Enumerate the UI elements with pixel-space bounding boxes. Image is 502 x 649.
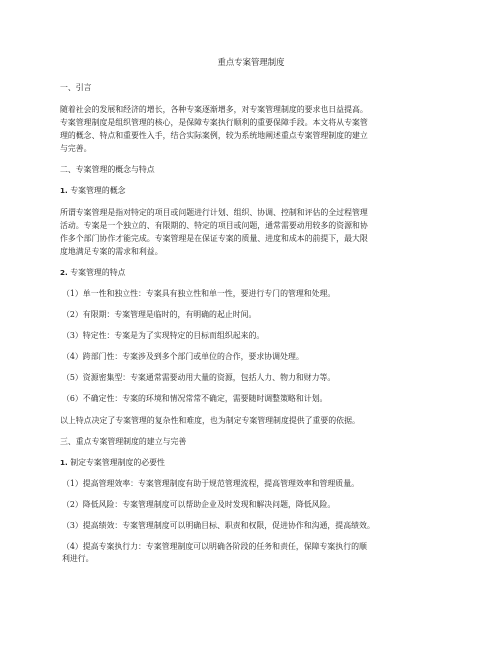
document-title: 重点专案管理制度: [217, 57, 285, 67]
intro-paragraph: [60, 103, 442, 155]
section-heading-intro: 一、引言: [60, 83, 92, 92]
list-item: [62, 372, 442, 384]
paragraph-line: 以上特点决定了专案管理的复杂性和难度，也为制定专案管理制度提供了重要的依据。: [60, 416, 360, 425]
subheading-label: 专案管理的概念: [70, 186, 126, 195]
concept-paragraph: [60, 206, 442, 258]
paragraph-line: 作多个部门协作才能完成。专案管理是在保证专案的质量、进度和成本的前提下，最大限: [60, 234, 368, 243]
subheading-label: 制定专案管理制度的必要性: [70, 458, 165, 467]
list-item: [62, 520, 442, 532]
subheading-necessity: [60, 457, 442, 469]
list-item: [62, 309, 442, 321]
paragraph-line: 所谓专案管理是指对特定的项目或问题进行计划、组织、协调、控制和评估的全过程管理: [60, 208, 368, 217]
list-item: [62, 330, 442, 342]
list-item-text: 利进行。: [62, 554, 94, 563]
list-item: [62, 478, 442, 490]
paragraph-line: 与完善。: [60, 144, 92, 153]
list-item: [62, 288, 442, 300]
paragraph-line: 专案管理制度是组织管理的核心，是保障专案执行顺利的重要保障手段。本文将从专案管: [60, 118, 368, 127]
subheading-number: 1.: [60, 458, 68, 467]
list-item-text: （3）特定性：专案是为了实现特定的目标而组织起来的。: [62, 331, 265, 340]
paragraph-line: 度地满足专案的需求和利益。: [60, 247, 163, 256]
list-item-text: （4）提高专案执行力：专案管理制度可以明确各阶段的任务和责任，保障专案执行的顺: [62, 542, 367, 551]
list-item-text: （6）不确定性：专案的环境和情况常常不确定，需要随时调整策略和计划。: [62, 394, 328, 403]
list-item-text: （1）提高管理效率：专案管理制度有助于规范管理流程，提高管理效率和管理质量。: [62, 479, 359, 488]
subheading-number: 2.: [60, 268, 68, 277]
list-item-text: （2）降低风险：专案管理制度可以帮助企业及时发现和解决问题，降低风险。: [62, 500, 336, 509]
subheading-label: 专案管理的特点: [70, 268, 126, 277]
list-item-text: （4）跨部门性：专案涉及到多个部门或单位的合作，要求协调处理。: [62, 352, 304, 361]
paragraph-line: 随着社会的发展和经济的增长，各种专案逐渐增多，对专案管理制度的要求也日益提高。: [60, 105, 368, 114]
list-item-text: （2）有限期：专案管理是临时的，有明确的起止时间。: [62, 310, 257, 319]
list-item-text: （5）资源密集型：专案通常需要动用大量的资源，包括人力、物力和财力等。: [62, 373, 336, 382]
subheading-concept-features: [60, 267, 442, 279]
list-item: [62, 499, 442, 511]
section-heading-build: 三、重点专案管理制度的建立与完善: [60, 437, 187, 446]
list-item-text: （3）提高绩效：专案管理制度可以明确目标、职责和权限，促进协作和沟通，提高绩效。: [62, 521, 375, 530]
list-item: [62, 393, 442, 405]
subheading-concept-definition: [60, 185, 442, 197]
section-heading-concept: 二、专案管理的概念与特点: [60, 165, 155, 174]
subheading-number: 1.: [60, 186, 68, 195]
list-item: [62, 541, 442, 565]
paragraph-line: 理的概念、特点和重要性入手，结合实际案例，较为系统地阐述重点专案管理制度的建立: [60, 131, 368, 140]
list-item-text: （1）单一性和独立性：专案具有独立性和单一性，要进行专门的管理和处理。: [62, 289, 336, 298]
features-summary: [60, 414, 442, 427]
paragraph-line: 活动。专案是一个独立的、有限期的、特定的项目或问题，通常需要动用较多的资源和协: [60, 221, 368, 230]
list-item: [62, 351, 442, 363]
